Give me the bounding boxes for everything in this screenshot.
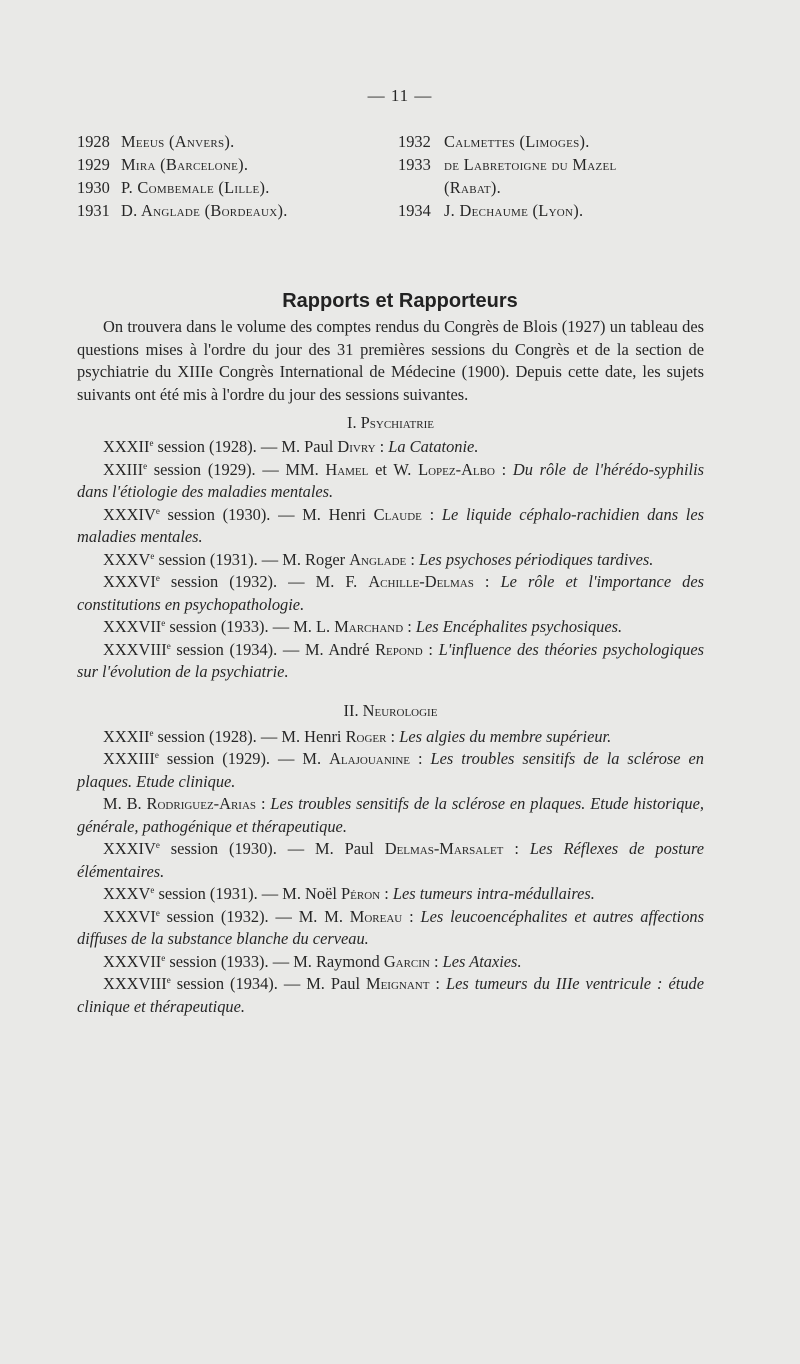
president-year: 1930 <box>77 178 110 197</box>
report-title: Les leucoencéphalites et autres affections diffuses de la substance blanche du cerveau. <box>77 906 704 948</box>
ordinal-suffix: e <box>155 840 160 850</box>
separator: : <box>380 884 393 903</box>
report-title: Les psychoses périodiques tardives. <box>419 549 654 569</box>
ordinal-suffix: e <box>155 573 160 583</box>
report-title: Le liquide céphalo-rachidien dans les maladies mentales. <box>77 504 705 546</box>
president-year: 1931 <box>77 201 110 220</box>
president-row <box>398 199 778 222</box>
ordinal-suffix: e <box>149 438 154 448</box>
separator: : <box>256 794 271 813</box>
session-info: session (1932). — M. M. <box>159 906 350 926</box>
ordinal-suffix: e <box>143 460 148 471</box>
psychiatrie-list <box>77 436 704 684</box>
session-info: session (1931). — M. Noël <box>154 884 342 903</box>
report-entry <box>77 726 704 749</box>
president-row <box>77 199 387 222</box>
session-number: XXXII <box>103 726 150 746</box>
separator: : <box>422 639 439 659</box>
president-name: Meeus (Anvers). <box>121 132 235 151</box>
rapporteur-name: Marchand <box>334 617 404 636</box>
president-name: P. Combemale (Lille). <box>121 178 270 197</box>
president-row <box>77 176 387 199</box>
separator: : <box>494 459 513 479</box>
rapporteur-name: Rodriguez-Arias <box>146 794 257 813</box>
president-year <box>398 176 444 199</box>
session-number: XXXIV <box>103 504 156 524</box>
session-info: session (1933). — M. Raymond <box>165 951 384 971</box>
separator: : <box>429 974 446 993</box>
president-name: Mira (Barcelone). <box>121 155 249 174</box>
report-title: Les algies du membre supérieur. <box>399 726 612 746</box>
report-entry <box>77 571 704 616</box>
rapporteur-name: Divry <box>337 437 376 456</box>
rapporteur-name: Lopez-Albo <box>418 459 495 479</box>
session-number: XXXVIII <box>103 974 167 993</box>
rapporteur-name: Moreau <box>349 906 403 926</box>
presidents-list-right <box>398 130 778 222</box>
session-number: XXXIII <box>103 749 155 768</box>
report-title: Les troubles sensitifs de la sclérose en plaques. Etude historique, générale, pathogénique et thérapeutique. <box>77 794 704 836</box>
report-title: Les tumeurs intra-médullaires. <box>392 884 595 903</box>
report-title: Les Réflexes de posture élémentaires. <box>77 839 704 881</box>
separator: : <box>429 951 443 971</box>
rapporteur-name: Meignant <box>366 974 430 993</box>
session-info: session (1932). — M. F. <box>159 572 369 591</box>
president-row <box>77 130 387 153</box>
neurologie-list <box>77 726 704 1019</box>
report-entry <box>77 504 704 549</box>
ordinal-suffix: e <box>149 727 154 738</box>
report-entry <box>77 883 704 906</box>
session-number: XXXIV <box>103 839 156 858</box>
session-number: XXXVI <box>103 572 156 591</box>
rapporteur-name: Roger <box>345 726 387 746</box>
report-entry <box>77 793 704 838</box>
president-row <box>398 176 778 199</box>
neurologie-heading-text: II. Neurologie <box>343 700 438 720</box>
session-number: XXIII <box>103 459 144 479</box>
session-info: session (1934). — M. Paul <box>170 974 366 993</box>
ordinal-suffix: e <box>150 885 155 895</box>
report-entry <box>77 549 704 572</box>
ordinal-suffix: e <box>150 550 155 561</box>
session-info: M. B. <box>103 794 147 813</box>
session-number: XXXVIII <box>103 639 167 659</box>
session-info: session (1929). — MM. <box>147 459 326 479</box>
session-number: XXXV <box>103 884 151 903</box>
report-title: Les tumeurs du IIIe ventricule : étude clinique et thérapeutique. <box>77 974 704 1016</box>
ordinal-suffix: e <box>154 750 159 760</box>
president-row <box>398 153 778 176</box>
ordinal-suffix: e <box>161 952 166 963</box>
session-info: session (1934). — M. André <box>170 639 376 659</box>
ordinal-suffix: e <box>166 975 171 985</box>
psychiatrie-heading <box>77 412 704 434</box>
session-info: session (1931). — M. Roger <box>154 549 350 569</box>
report-entry <box>77 973 704 1018</box>
rapporteur-name: Delmas-Marsalet <box>384 839 504 858</box>
report-title: Les Ataxies. <box>442 951 522 971</box>
session-info: session (1933). — M. L. <box>165 617 335 636</box>
report-entry <box>77 639 704 684</box>
separator: : <box>402 906 421 926</box>
president-year: 1928 <box>77 132 110 151</box>
psychiatrie-heading-text: I. Psychiatrie <box>347 413 434 432</box>
report-title: Les Encéphalites psychosiques. <box>415 617 623 636</box>
ordinal-suffix: e <box>166 640 171 651</box>
page-number: — 11 — <box>367 86 433 105</box>
report-entry <box>77 838 704 883</box>
session-number: XXXVII <box>103 617 162 636</box>
session-info: session (1928). — M. Paul <box>153 437 338 456</box>
president-name: Calmettes (Limoges). <box>444 132 590 151</box>
separator: : <box>386 726 400 746</box>
president-name: D. Anglade (Bordeaux). <box>121 201 288 220</box>
session-number: XXXVII <box>103 951 162 971</box>
president-year: 1929 <box>77 155 110 174</box>
session-number: XXXII <box>103 437 150 456</box>
presidents-list-left <box>77 130 387 222</box>
session-number: XXXVI <box>103 906 156 926</box>
president-name: (Rabat). <box>444 178 502 197</box>
neurologie-heading <box>77 700 704 722</box>
rapporteur-name: Claude <box>373 504 422 524</box>
rapporteur-name: Alajouanine <box>329 749 410 768</box>
separator: : <box>406 549 420 569</box>
session-number: XXXV <box>103 549 151 569</box>
section-content <box>77 316 704 1018</box>
separator: : <box>403 617 416 636</box>
separator: : <box>409 749 431 768</box>
intro-paragraph: On trouvera dans le volume des comptes rendus du Congrès de Blois (1927) un tableau des questions mises à l'ordre du jour des 31 premières sessions du Congrès et de la section de psychiatrie du XIIIe Congrès International de Médecine (1900). Depuis cette date, les sujets suivants ont été mis à l'ordre du jour des sessions suivantes. <box>77 317 704 404</box>
report-entry <box>77 951 704 974</box>
rapporteur-name: Péron <box>341 884 381 903</box>
report-title: Les troubles sensitifs de la sclérose en plaques. Etude clinique. <box>77 749 705 791</box>
report-entry <box>77 906 704 951</box>
president-name: J. Dechaume (Lyon). <box>444 201 584 220</box>
session-info: session (1928). — M. Henri <box>153 726 346 746</box>
president-year: 1932 <box>398 132 431 151</box>
session-info: session (1929). — M. <box>158 749 330 768</box>
president-year: 1933 <box>398 155 431 174</box>
report-title: Le rôle et l'importance des constitutions en psychopathologie. <box>77 572 705 614</box>
president-year: 1934 <box>398 201 431 220</box>
rapporteur-name: Hamel <box>325 459 369 479</box>
rapporteur-name: Achille-Delmas <box>368 572 474 591</box>
rapporteur-name: Repond <box>375 639 423 659</box>
report-title: La Catatonie. <box>388 437 479 456</box>
separator: : <box>375 437 389 456</box>
report-entry <box>77 436 704 459</box>
president-name: de Labretoigne du Mazel <box>444 155 617 174</box>
separator: : <box>503 839 530 858</box>
report-title: Du rôle de l'hérédo-syphilis dans l'étiologie des maladies mentales. <box>77 459 705 501</box>
president-row <box>398 130 778 153</box>
section-title: Rapports et Rapporteurs <box>282 290 518 312</box>
ordinal-suffix: e <box>155 907 160 918</box>
president-row <box>77 153 387 176</box>
conjunction: et W. <box>368 459 419 479</box>
rapporteur-name: Anglade <box>349 549 407 569</box>
rapporteur-name: Garcin <box>383 951 430 971</box>
separator: : <box>473 572 501 591</box>
report-entry <box>77 616 704 639</box>
ordinal-suffix: e <box>161 618 166 628</box>
ordinal-suffix: e <box>155 505 160 516</box>
separator: : <box>421 504 442 524</box>
report-title: L'influence des théories psychologiques sur l'évolution de la psychiatrie. <box>77 639 705 681</box>
session-info: session (1930). — M. Henri <box>159 504 374 524</box>
report-entry <box>77 459 704 504</box>
report-entry <box>77 748 704 793</box>
session-info: session (1930). — M. Paul <box>159 839 385 858</box>
